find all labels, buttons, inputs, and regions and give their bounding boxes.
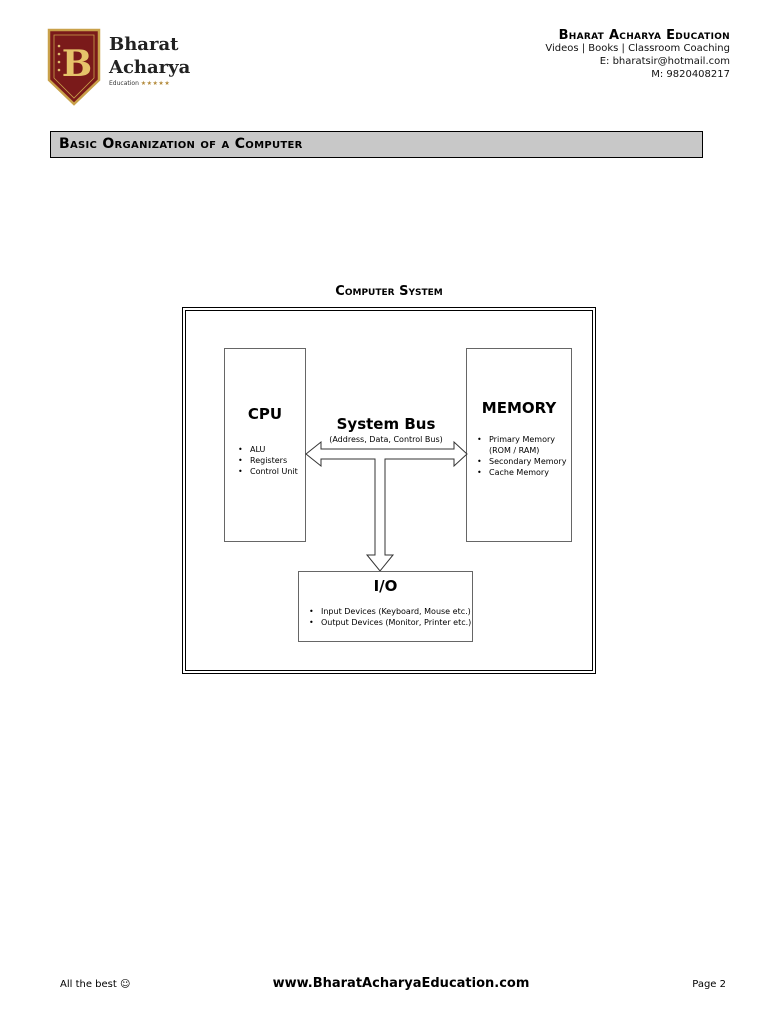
io-box	[298, 571, 473, 642]
io-item: • Input Devices (Keyboard, Mouse etc.)	[307, 606, 472, 617]
cpu-box	[224, 348, 306, 542]
diagram-title: Computer System	[335, 284, 443, 299]
system-bus-arrow-icon	[300, 438, 475, 574]
logo-tagline	[109, 80, 170, 87]
logo-tagline-text: Education	[109, 80, 139, 87]
services-line: Videos | Books | Classroom Coaching	[545, 43, 730, 54]
memory-item: • Secondary Memory	[475, 456, 571, 467]
memory-item: • Cache Memory	[475, 467, 571, 478]
section-heading-bar	[50, 131, 703, 158]
logo-shield-icon	[47, 28, 101, 106]
mobile-line: M: 9820408217	[651, 69, 730, 80]
cpu-item: • ALU	[236, 444, 306, 455]
memory-box	[466, 348, 572, 542]
logo-stars: ★★★★★	[140, 80, 171, 87]
io-item: • Output Devices (Monitor, Printer etc.)	[307, 617, 472, 628]
logo-name-line2: Acharya	[109, 57, 191, 78]
io-title: I/O	[373, 577, 398, 595]
memory-item: • Primary Memory (ROM / RAM)	[475, 434, 571, 456]
page-number: Page 2	[692, 979, 726, 990]
cpu-item: • Registers	[236, 455, 306, 466]
email-line: E: bharatsir@hotmail.com	[599, 56, 730, 67]
cpu-item: • Control Unit	[236, 466, 306, 477]
section-title: Basic Organization of a Computer	[59, 136, 303, 152]
memory-title: MEMORY	[481, 399, 557, 417]
logo-name-line1: Bharat	[109, 34, 179, 55]
logo-letter: B	[61, 43, 93, 85]
cpu-items	[236, 444, 306, 477]
footer-note: All the best ☺	[60, 979, 131, 990]
footer-website-link[interactable]: www.BharatAcharyaEducation.com	[272, 976, 530, 991]
header-contact	[545, 29, 730, 81]
system-bus-title: System Bus	[336, 415, 436, 433]
org-name: Bharat Acharya Education	[558, 28, 730, 43]
system-bus-subtitle: (Address, Data, Control Bus)	[329, 435, 443, 444]
memory-items	[475, 434, 571, 478]
io-items	[307, 606, 472, 628]
cpu-title: CPU	[247, 405, 283, 423]
